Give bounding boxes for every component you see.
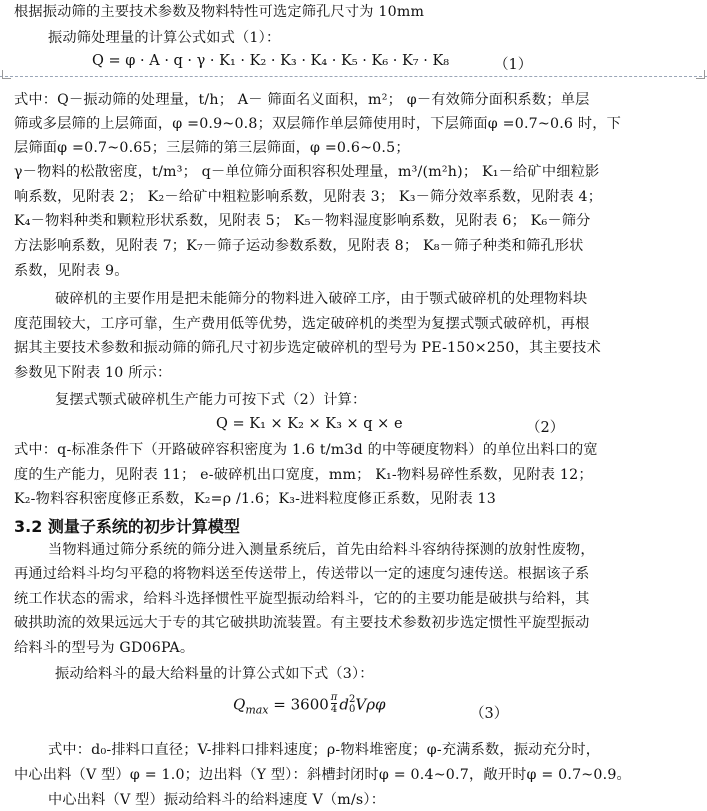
text-line: 度的生产能力，见附表 11； e-破碎机出口宽度，mm； K₁-物料易碎性系数，见附表 12； — [14, 467, 593, 483]
eq3-mid: = 3600 — [268, 695, 329, 714]
text-line: K₂-物料容积密度修正系数，K₂=ρ /1.6；K₃-进料粒度修正系数，见附表 13 — [14, 491, 496, 507]
text-line: 层筛面φ =0.7~0.65；三层筛的第三层筛面，φ =0.6~0.5； — [14, 140, 410, 156]
page-corner-mark — [696, 70, 705, 79]
eq3-rest: Vρφ — [355, 695, 386, 714]
text-line: 根据振动筛的主要技术参数及物料特性可选定筛孔尺寸为 10mm — [14, 4, 425, 20]
equation-3-number: （3） — [470, 706, 509, 722]
text-line: 度范围较大，工序可靠，生产费用低等优势，选定破碎机的类型为复摆式颚式破碎机，再根 — [14, 316, 590, 332]
text-line: 系数，见附表 9。 — [14, 263, 129, 279]
text-line: 式中：d₀-排料口直径；V-排料口排料速度；ρ-物料堆密度；φ-充满系数，振动充分时， — [48, 742, 601, 758]
text-line: 中心出料（V 型）φ = 1.0；边出料（Y 型）：斜槽封闭时φ = 0.4~0.7，敞开时φ = 0.7~0.9。 — [14, 767, 631, 783]
page-corner-mark — [2, 70, 11, 79]
text-line: 式中：Q－振动筛的处理量，t/h； A－ 筛面名义面积，m²； φ－有效筛分面积系数；单层 — [14, 92, 590, 108]
paragraph-line: 破碎机的主要作用是把未能筛分的物料进入破碎工序，由于颚式破碎机的处理物料块 — [55, 291, 588, 307]
eq3-q: Q — [233, 695, 246, 714]
page-break-divider — [0, 76, 707, 78]
equation-2-number: （2） — [526, 420, 565, 436]
equation-3 — [233, 694, 386, 728]
text-line: 响系数，见附表 2； K₂－给矿中粗粒影响系数，见附表 3； K₃－筛分效率系数，见附表 4； — [14, 189, 603, 205]
equation-1: Q = φ · A · q · γ · K₁ · K₂ · K₃ · K₄ · K₅ · K₆ · K₇ · K₈ — [92, 53, 450, 69]
text-line: 方法影响系数，见附表 7；K₇－筛子运动参数系数，见附表 8； K₈－筛子种类和筛孔形状 — [14, 238, 584, 254]
eq3-d-sub: 0 — [348, 703, 356, 715]
text-line: 再通过给料斗均匀平稳的将物料送至传送带上，传送带以一定的速度匀速传送。根据该子系 — [14, 566, 590, 582]
text-line: 式中：q-标准条件下（开路破碎容积密度为 1.6 t/m3d 的中等硬度物料）的单位出料口的宽 — [14, 442, 598, 458]
paragraph-line: 当物料通过筛分系统的筛分进入测量系统后，首先由给料斗容纳待探测的放射性废物， — [48, 542, 595, 558]
text-line: K₄－物料种类和颗粒形状系数，见附表 5； K₅－物料湿度影响系数，见附表 6； K₆－筛分 — [14, 213, 591, 229]
text-line: 复摆式颚式破碎机生产能力可按下式（2）计算： — [55, 392, 367, 408]
text-line: 统工作状态的需求，给料斗选择惯性平旋型振动给料斗，它的的主要功能是破拱与给料，其 — [14, 591, 590, 607]
eq3-d: d — [339, 695, 349, 714]
text-line: 给料斗的型号为 GD06PA。 — [14, 640, 195, 656]
text-line: 筛或多层筛的上层筛面，φ =0.9~0.8；双层筛作单层筛使用时，下层筛面φ =0.7~0.6 时，下 — [14, 116, 622, 132]
text-line: 中心出料（V 型）振动给料斗的给料速度 V（m/s）： — [48, 792, 386, 808]
text-line: 参数见下附表 10 所示： — [14, 365, 172, 381]
eq3-frac-den: 4 — [330, 704, 338, 715]
section-heading: 3.2 测量子系统的初步计算模型 — [14, 517, 240, 536]
text-line: 破拱助流的效果远远大于专的其它破拱助流装置。有主要技术参数初步选定惯性平旋型振动 — [14, 615, 590, 631]
equation-2: Q = K₁ × K₂ × K₃ × q × e — [216, 416, 403, 432]
eq3-sub: max — [245, 703, 269, 717]
eq3-fraction — [331, 692, 338, 715]
eq3-d-sup: 2 — [348, 693, 356, 705]
equation-1-number: （1） — [494, 57, 533, 73]
eq3-frac-num: π — [330, 692, 338, 703]
text-line: 据其主要技术参数和振动筛的筛孔尺寸初步选定破碎机的型号为 PE-150×250，其主要技术 — [14, 340, 601, 356]
text-line: γ－物料的松散密度，t/m³； q－单位筛分面积容积处理量，m³/(m²h)； K₁－给矿中细粒影 — [14, 164, 600, 180]
text-line: 振动给料斗的最大给料量的计算公式如下式（3）： — [55, 666, 374, 682]
text-line: 振动筛处理量的计算公式如式（1）： — [48, 30, 281, 46]
